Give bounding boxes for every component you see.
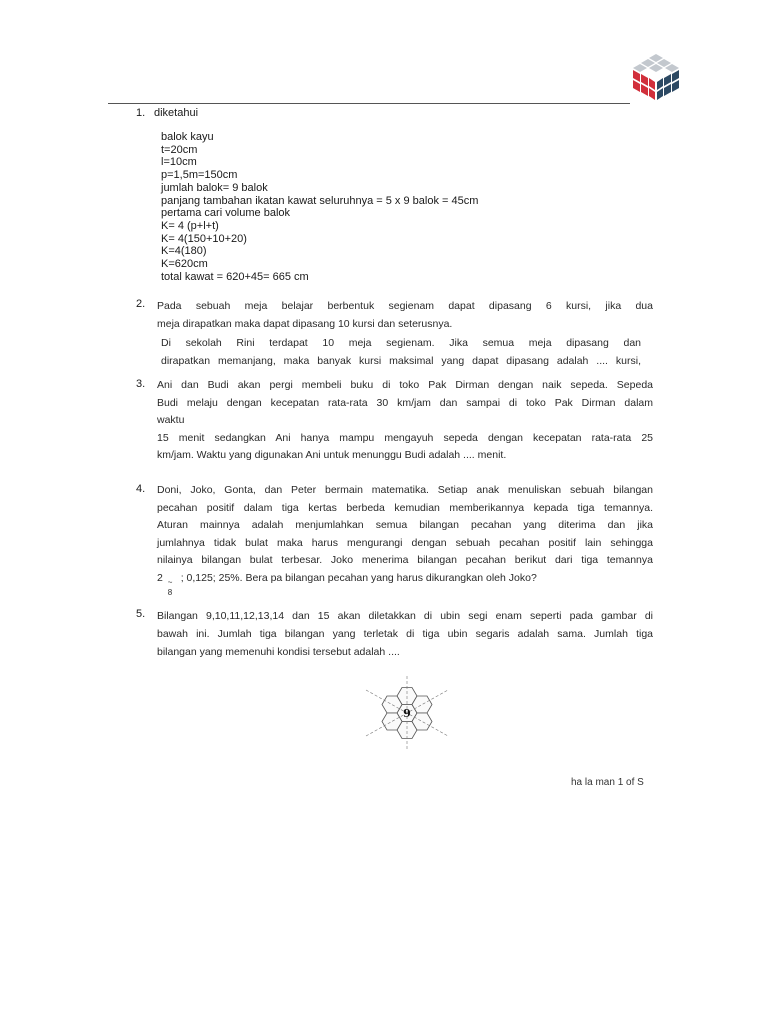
q2-sub-line: dirapatkan memanjang, maka banyak kursi maksimal yang dapat dipasang adalah .... kursi,	[161, 355, 641, 367]
q4-line: jumlahnya tidak bulat maka harus mengurangi dengan sebuah pecahan positif lain sehingga	[157, 536, 653, 549]
q1-line: pertama cari volume balok	[161, 207, 291, 220]
q4-line: nilainya bilangan bulat terbesar. Joko menerima bilangan pecahan berikut dari tiga temannya	[157, 554, 653, 566]
q1-line: l=10cm	[161, 156, 197, 169]
fraction-numerator: ~	[167, 577, 173, 587]
q4-fraction-line	[157, 570, 653, 597]
q1-number: 1.	[136, 107, 146, 119]
q1-line: K= 4(150+10+20)	[161, 232, 247, 245]
q3-number: 3.	[136, 378, 146, 390]
q1-line: jumlah balok= 9 balok	[161, 181, 268, 194]
hexagon-tile-figure	[358, 670, 456, 756]
q1-line: t=20cm	[161, 143, 198, 156]
q2-line: Pada sebuah meja belajar berbentuk segienam dapat dipasang 6 kursi, jika dua	[157, 300, 653, 312]
q2-line: meja dirapatkan maka dapat dipasang 10 kursi dan seterusnya.	[157, 318, 453, 330]
q2-sub-body	[161, 334, 641, 370]
q4-body	[157, 482, 653, 597]
q4-line: pecahan positif dalam tiga kertas berbeda kemudian memberikannya kepada tiga temannya.	[157, 501, 653, 514]
q1-line: p=1,5m=150cm	[161, 169, 238, 182]
q2-number: 2.	[136, 298, 146, 310]
q4-line: Aturan mainnya adalah menjumlahkan semua bilangan pecahan yang diterima dan jika	[157, 519, 653, 531]
q4-line: Doni, Joko, Gonta, dan Peter bermain matematika. Setiap anak menuliskan sebuah bilangan	[157, 484, 653, 496]
q2-sub-line: Di sekolah Rini terdapat 10 meja segienam. Jika semua meja dipasang dan	[161, 337, 641, 349]
rubik-cube-logo	[630, 52, 682, 104]
header-rule	[108, 103, 630, 104]
q3-body	[157, 377, 653, 465]
q1-title: diketahui	[154, 107, 199, 119]
q1-line: panjang tambahan ikatan kawat seluruhnya = 5 x 9 balok = 45cm	[161, 194, 479, 207]
q3-line: km/jam. Waktu yang digunakan Ani untuk menunggu Budi adalah .... menit.	[157, 449, 507, 461]
q1-body	[161, 131, 478, 283]
fraction-denominator: 8	[167, 587, 173, 597]
q1-line: K=620cm	[161, 258, 208, 271]
q5-line: bawah ini. Jumlah tiga bilangan yang terletak di tiga ubin segaris adalah sama. Jumlah tiga	[157, 628, 653, 640]
q3-line: 15 menit sedangkan Ani hanya mampu mengayuh sepeda dengan kecepatan rata-rata 25	[157, 431, 653, 444]
q1-line: K=4(180)	[161, 245, 207, 258]
q5-line: bilangan yang memenuhi kondisi tersebut adalah ....	[157, 646, 400, 658]
q1-line: K= 4 (p+l+t)	[161, 219, 219, 232]
fraction-whole: 2	[157, 571, 163, 584]
q5-line: Bilangan 9,10,11,12,13,14 dan 15 akan diletakkan di ubin segi enam seperti pada gambar di	[157, 610, 653, 622]
q5-number: 5.	[136, 608, 146, 620]
q3-line: waktu	[157, 414, 185, 426]
q4-number: 4.	[136, 483, 146, 495]
q3-line: Budi melaju dengan kecepatan rata-rata 30 km/jam dan sampai di toko Pak Dirman dalam	[157, 396, 653, 409]
q3-line: Ani dan Budi akan pergi membeli buku di toko Pak Dirman dengan naik sepeda. Sepeda	[157, 379, 653, 391]
q5-body	[157, 607, 653, 661]
q4-last-line: ; 0,125; 25%. Bera pa bilangan pecahan yang harus dikurangkan oleh Joko?	[180, 571, 537, 584]
q1-line: total kawat = 620+45= 665 cm	[161, 270, 309, 283]
q1-line: balok kayu	[161, 131, 214, 143]
q2-body	[157, 297, 653, 333]
figure-center-number: 9	[403, 707, 411, 720]
page-number-label: ha la man 1 of S	[571, 777, 644, 788]
